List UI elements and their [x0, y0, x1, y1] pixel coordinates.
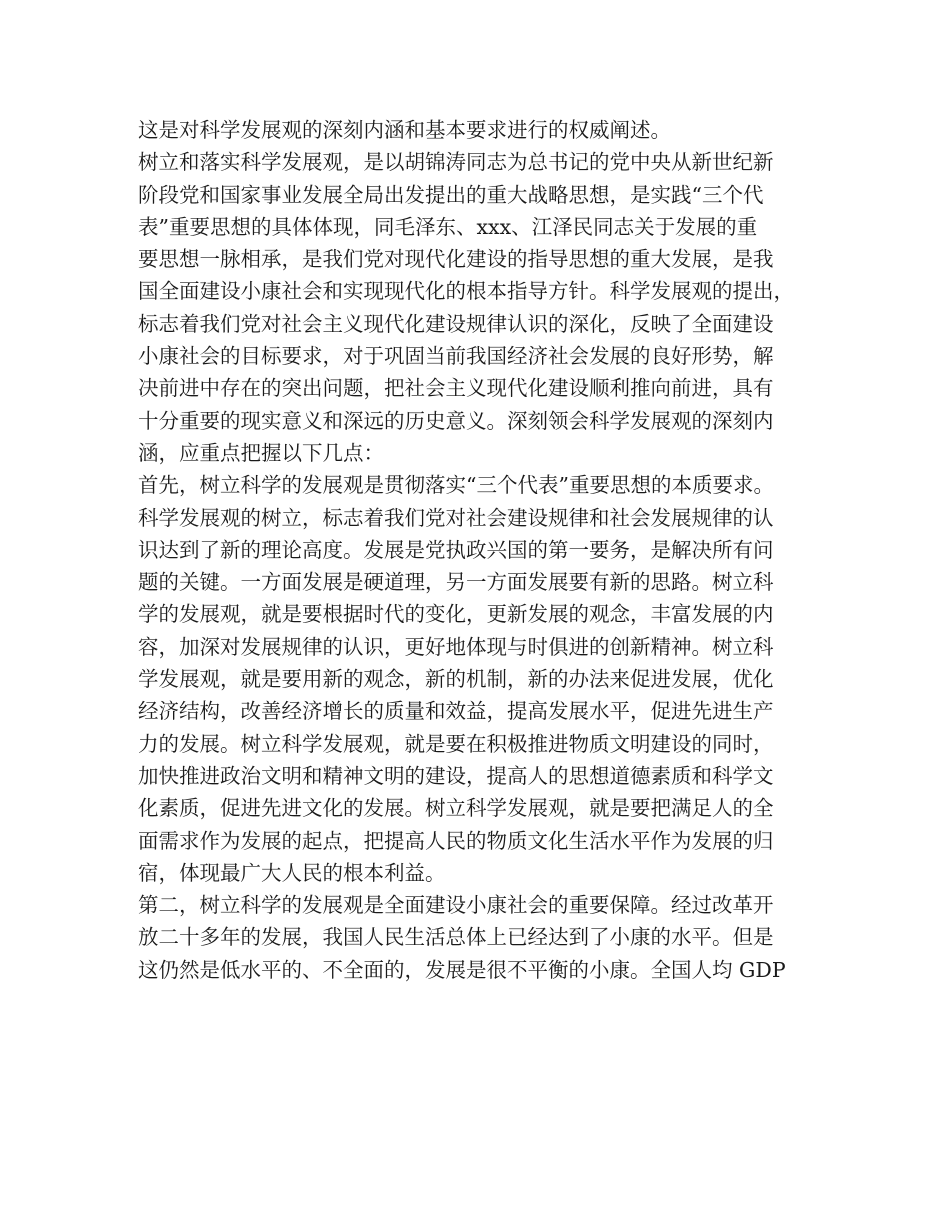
text-line: 第二，树立科学的发展观是全面建设小康社会的重要保障。经过改革开 [138, 893, 774, 918]
text-line: 放二十多年的发展，我国人民生活总体上已经达到了小康的水平。但是 [138, 925, 774, 950]
text-line: 化素质，促进先进文化的发展。树立科学发展观，就是要把满足人的全 [138, 796, 774, 821]
text-line: 要思想一脉相承，是我们党对现代化建设的指导思想的重大发展，是我 [138, 247, 774, 272]
text-line: 容，加深对发展规律的认识，更好地体现与时俱进的创新精神。树立科 [138, 634, 774, 659]
text-line: 学发展观，就是要用新的观念，新的机制，新的办法来促进发展，优化 [138, 667, 774, 692]
text-line: 树立和落实科学发展观，是以胡锦涛同志为总书记的党中央从新世纪新 [138, 150, 774, 175]
text-line: 面需求作为发展的起点，把提高人民的物质文化生活水平作为发展的归 [138, 828, 774, 853]
text-line: 学的发展观，就是要根据时代的变化，更新发展的观念，丰富发展的内 [138, 602, 774, 627]
text-line: 国全面建设小康社会和实现现代化的根本指导方针。科学发展观的提出， [138, 279, 794, 304]
text-line: 十分重要的现实意义和深远的历史意义。深刻领会科学发展观的深刻内 [138, 408, 774, 433]
text-line: 科学发展观的树立，标志着我们党对社会建设规律和社会发展规律的认 [138, 505, 774, 530]
text-line: 宿，体现最广大人民的根本利益。 [138, 860, 446, 885]
text-line: 决前进中存在的突出问题，把社会主义现代化建设顺利推向前进，具有 [138, 376, 774, 401]
text-line: 题的关键。一方面发展是硬道理，另一方面发展要有新的思路。树立科 [138, 570, 774, 595]
text-line: 小康社会的目标要求，对于巩固当前我国经济社会发展的良好形势，解 [138, 344, 774, 369]
text-line: 这仍然是低水平的、不全面的，发展是很不平衡的小康。全国人均 GDP [138, 957, 786, 982]
body-text [138, 114, 838, 986]
text-line: 力的发展。树立科学发展观，就是要在积极推进物质文明建设的同时， [138, 731, 774, 756]
text-line: 涵，应重点把握以下几点： [138, 440, 384, 465]
text-line: 加快推进政治文明和精神文明的建设，提高人的思想道德素质和科学文 [138, 763, 774, 788]
text-line: 这是对科学发展观的深刻内涵和基本要求进行的权威阐述。 [138, 118, 671, 142]
text-line: 表”重要思想的具体体现，同毛泽东、xxx、江泽民同志关于发展的重 [138, 214, 758, 239]
text-line: 标志着我们党对社会主义现代化建设规律认识的深化，反映了全面建设 [138, 311, 774, 336]
text-line: 首先，树立科学的发展观是贯彻落实“三个代表”重要思想的本质要求。 [138, 473, 774, 498]
text-line: 阶段党和国家事业发展全局出发提出的重大战略思想，是实践“三个代 [138, 182, 764, 207]
text-line: 识达到了新的理论高度。发展是党执政兴国的第一要务，是解决所有问 [138, 537, 774, 562]
text-line: 经济结构，改善经济增长的质量和效益，提高发展水平，促进先进生产 [138, 699, 774, 724]
